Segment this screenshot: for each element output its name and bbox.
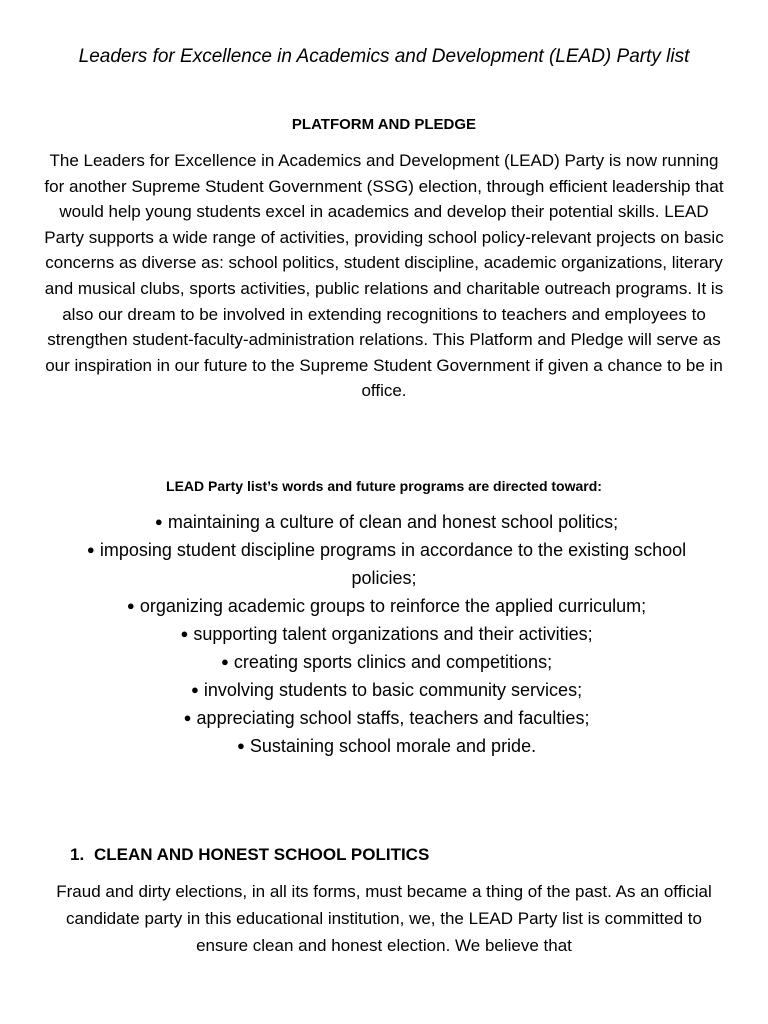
section-1-number: 1.	[70, 845, 85, 864]
bullet-icon: ●	[236, 738, 245, 753]
bullet-icon: ●	[86, 542, 95, 557]
bullet-icon: ●	[220, 654, 229, 669]
list-item	[70, 704, 698, 732]
bullet-icon: ●	[190, 682, 199, 697]
list-item-text: Sustaining school morale and pride.	[249, 736, 537, 756]
section-1-heading	[70, 842, 710, 868]
bullet-icon: ●	[154, 514, 163, 529]
pledge-list	[70, 508, 698, 760]
platform-heading: PLATFORM AND PLEDGE	[291, 116, 477, 133]
bullet-icon: ●	[183, 710, 192, 725]
list-item	[70, 508, 698, 536]
bullet-icon: ●	[126, 598, 135, 613]
pledge-list-heading: LEAD Party list’s words and future programs are directed toward:	[166, 478, 602, 494]
list-item-text: appreciating school staffs, teachers and faculties;	[196, 708, 590, 728]
list-item-text: imposing student discipline programs in accordance to the existing school policies;	[99, 540, 687, 588]
list-item	[70, 592, 698, 620]
section-1-title: CLEAN AND HONEST SCHOOL POLITICS	[94, 845, 430, 864]
document-title: Leaders for Excellence in Academics and Development (LEAD) Party list	[78, 46, 690, 67]
list-item-text: involving students to basic community services;	[203, 680, 583, 700]
list-item	[70, 676, 698, 704]
list-item	[70, 620, 698, 648]
list-item	[70, 732, 698, 760]
list-item	[70, 536, 698, 592]
list-item	[70, 648, 698, 676]
list-item-text: maintaining a culture of clean and honest school politics;	[167, 512, 619, 532]
intro-paragraph: The Leaders for Excellence in Academics and Development (LEAD) Party is now running for another Supreme Student Government (SSG) election, through efficient leadership that would help young students excel in academics and develop their potential skills. LEAD Party supports a wide range of activities, providing school policy-relevant projects on basic concerns as diverse as: school politics, student discipline, academic organizations, literary and musical clubs, sports activities, public relations and charitable outreach programs. It is also our dream to be involved in extending recognitions to teachers and employees to strengthen student-faculty-administration relations. This Platform and Pledge will serve as our inspiration in our future to the Supreme Student Government if given a chance to be in office.	[44, 151, 724, 401]
list-item-text: supporting talent organizations and their activities;	[193, 624, 593, 644]
section-1-paragraph: Fraud and dirty elections, in all its forms, must became a thing of the past. As an official candidate party in this educational institution, we, the LEAD Party list is committed to ensure clean and honest election. We believe that	[56, 882, 712, 955]
bullet-icon: ●	[180, 626, 189, 641]
list-item-text: organizing academic groups to reinforce the applied curriculum;	[139, 596, 647, 616]
list-item-text: creating sports clinics and competitions;	[233, 652, 553, 672]
